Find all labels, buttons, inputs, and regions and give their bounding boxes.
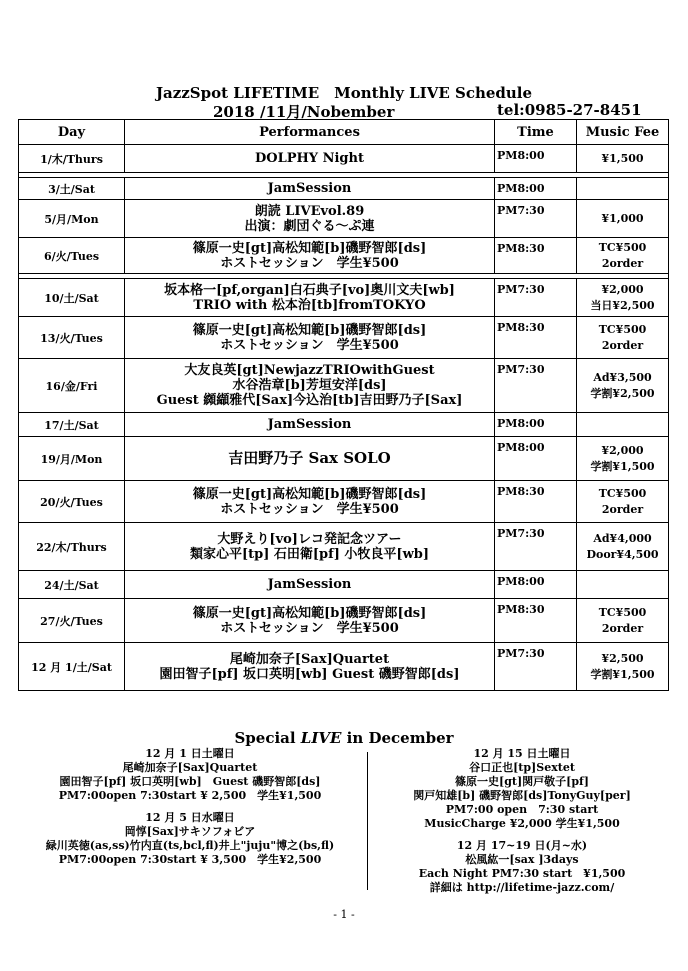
cell-day: 22/木/Thurs <box>19 523 125 571</box>
column-header-performances: Performances <box>125 120 495 145</box>
performance-line: 大友良英[gt]NewjazzTRIOwithGuest <box>184 363 435 378</box>
performance-line: 篠原一史[gt]高松知範[b]磯野智郎[ds] <box>192 322 427 338</box>
fee-line: TC¥500 <box>598 240 647 254</box>
cell-day: 16/金/Fri <box>19 359 125 413</box>
performance-line: 篠原一史[gt]高松知範[b]磯野智郎[ds] <box>192 240 427 256</box>
cell-fee <box>577 481 669 523</box>
cell-performance <box>125 238 495 274</box>
cell-day: 1/木/Thurs <box>19 145 125 173</box>
page-number: - 1 - <box>333 908 355 921</box>
cell-fee <box>577 523 669 571</box>
cell-time: PM8:30 <box>495 317 577 359</box>
performance-line: 水谷浩章[b]芳垣安洋[ds] <box>232 378 387 393</box>
cell-fee <box>577 599 669 643</box>
month-label: 2018 /11月/Nobember <box>213 103 395 121</box>
table-row <box>19 413 669 437</box>
fee-line: ¥2,000 <box>601 282 644 296</box>
table-row <box>19 317 669 359</box>
cell-performance <box>125 523 495 571</box>
performance-line: Guest 纐纈雅代[Sax]今込治[tb]吉田野乃子[Sax] <box>156 393 463 408</box>
cell-time: PM8:30 <box>495 599 577 643</box>
performance-line: 坂本格一[pf,organ]白石典子[vo]奥川文夫[wb] <box>164 282 455 298</box>
table-row <box>19 481 669 523</box>
fee-line: 当日¥2,500 <box>590 298 655 312</box>
performance-line: 朗読 LIVEvol.89 <box>254 203 365 219</box>
performance-line: JamSession <box>267 577 352 592</box>
table-row <box>19 200 669 238</box>
performance-line: 尾崎加奈子[Sax]Quartet <box>229 651 390 667</box>
table-row <box>19 145 669 173</box>
cell-performance <box>125 279 495 317</box>
special-title-post: in December <box>341 729 454 747</box>
column-header-day: Day <box>19 120 125 145</box>
cell-performance <box>125 359 495 413</box>
special-events-left <box>20 747 360 875</box>
special-event-line: PM7:00 open 7:30 start <box>445 803 599 816</box>
fee-line: ¥2,000 <box>601 443 644 457</box>
cell-performance <box>125 437 495 481</box>
cell-performance <box>125 571 495 599</box>
cell-fee <box>577 643 669 691</box>
special-event-line: 関戸知雄[b] 磯野智郎[ds]TonyGuy[per] <box>413 789 631 802</box>
fee-line: ¥1,000 <box>601 211 644 225</box>
cell-fee <box>577 238 669 274</box>
column-divider <box>367 752 368 890</box>
fee-line: Door¥4,500 <box>586 547 659 561</box>
cell-time: PM7:30 <box>495 643 577 691</box>
cell-performance <box>125 599 495 643</box>
special-event-date: 12 月 15 日土曜日 <box>473 747 571 760</box>
cell-time: PM8:30 <box>495 481 577 523</box>
cell-time: PM8:00 <box>495 437 577 481</box>
special-event-date: 12 月 5 日水曜日 <box>145 811 235 824</box>
cell-day: 27/火/Tues <box>19 599 125 643</box>
cell-day: 3/土/Sat <box>19 178 125 200</box>
table-row <box>19 643 669 691</box>
cell-fee <box>577 178 669 200</box>
fee-line: 学割¥1,500 <box>590 459 655 473</box>
special-event-line: 尾崎加奈子[Sax]Quartet <box>122 761 258 774</box>
cell-time: PM8:00 <box>495 571 577 599</box>
fee-line: 2order <box>601 338 644 352</box>
table-header-row <box>19 120 669 145</box>
cell-time: PM7:30 <box>495 200 577 238</box>
fee-line: 2order <box>601 502 644 516</box>
special-event-date: 12 月 1 日土曜日 <box>145 747 235 760</box>
cell-fee <box>577 200 669 238</box>
phone-number: tel:0985-27-8451 <box>497 101 642 119</box>
cell-fee <box>577 359 669 413</box>
special-event-line: 岡惇[Sax]サキソフォビア <box>124 825 256 838</box>
special-event-line: 緑川英徳(as,ss)竹内直(ts,bcl,fl)井上"juju"博之(bs,fl) <box>45 839 335 852</box>
special-event-line: PM7:00open 7:30start ¥ 3,500 学生¥2,500 <box>58 853 322 866</box>
performance-line: DOLPHY Night <box>255 151 364 166</box>
cell-time: PM8:00 <box>495 413 577 437</box>
fee-line: TC¥500 <box>598 322 647 336</box>
table-row <box>19 523 669 571</box>
cell-performance <box>125 200 495 238</box>
cell-day: 5/月/Mon <box>19 200 125 238</box>
column-header-time: Time <box>495 120 577 145</box>
cell-time: PM7:30 <box>495 279 577 317</box>
cell-performance <box>125 145 495 173</box>
special-title-pre: Special <box>234 729 301 747</box>
table-row <box>19 437 669 481</box>
schedule-body <box>19 145 669 691</box>
special-event-line: Each Night PM7:30 start ¥1,500 <box>418 867 626 880</box>
performance-line: 吉田野乃子 Sax SOLO <box>228 449 391 467</box>
cell-performance <box>125 481 495 523</box>
cell-day: 13/火/Tues <box>19 317 125 359</box>
cell-performance <box>125 413 495 437</box>
cell-performance <box>125 178 495 200</box>
fee-line: ¥1,500 <box>601 151 644 165</box>
cell-fee <box>577 413 669 437</box>
special-title-live: LIVE <box>300 729 342 747</box>
cell-fee <box>577 571 669 599</box>
cell-day: 20/火/Tues <box>19 481 125 523</box>
performance-line: JamSession <box>267 181 352 196</box>
fee-line: 2order <box>601 256 644 270</box>
performance-line: 出演：劇団ぐる～ぷ連 <box>244 218 375 234</box>
fee-line: TC¥500 <box>598 486 647 500</box>
performance-line: 類家心平[tp] 石田衛[pf] 小牧良平[wb] <box>189 546 429 562</box>
cell-time: PM8:00 <box>495 178 577 200</box>
fee-line: TC¥500 <box>598 605 647 619</box>
cell-day: 19/月/Mon <box>19 437 125 481</box>
special-event-line: MusicCharge ¥2,000 学生¥1,500 <box>424 817 620 830</box>
special-event-line: 篠原一史[gt]関戸敬子[pf] <box>454 775 589 788</box>
table-row <box>19 178 669 200</box>
performance-line: TRIO with 松本治[tb]fromTOKYO <box>193 297 426 313</box>
performance-line: 大野えり[vo]レコ発記念ツアー <box>217 531 402 547</box>
cell-performance <box>125 317 495 359</box>
special-event-line: 松風紘一[sax ]3days <box>465 853 579 866</box>
fee-line: Ad¥3,500 <box>593 370 652 384</box>
cell-time: PM8:00 <box>495 145 577 173</box>
cell-time: PM7:30 <box>495 359 577 413</box>
special-event <box>372 839 672 895</box>
cell-performance <box>125 643 495 691</box>
cell-day: 17/土/Sat <box>19 413 125 437</box>
performance-line: ホストセッション 学生¥500 <box>220 620 399 636</box>
special-events-right <box>372 747 672 903</box>
cell-fee <box>577 437 669 481</box>
special-event-line: 園田智子[pf] 坂口英明[wb] Guest 磯野智郎[ds] <box>59 775 321 788</box>
special-event <box>20 811 360 867</box>
table-row <box>19 238 669 274</box>
table-row <box>19 599 669 643</box>
schedule-table <box>18 119 669 691</box>
fee-line: 学割¥2,500 <box>590 386 655 400</box>
performance-line: ホストセッション 学生¥500 <box>220 337 399 353</box>
performance-line: 篠原一史[gt]高松知範[b]磯野智郎[ds] <box>192 605 427 621</box>
cell-day: 12 月 1/土/Sat <box>19 643 125 691</box>
column-header-fee: Music Fee <box>577 120 669 145</box>
performance-line: 篠原一史[gt]高松知範[b]磯野智郎[ds] <box>192 486 427 502</box>
cell-time: PM7:30 <box>495 523 577 571</box>
performance-line: JamSession <box>267 417 352 432</box>
table-row <box>19 571 669 599</box>
fee-line: ¥2,500 <box>601 651 644 665</box>
special-live-title <box>0 729 688 747</box>
special-event-line: 谷口正也[tp]Sextet <box>469 761 575 774</box>
performance-line: 園田智子[pf] 坂口英明[wb] Guest 磯野智郎[ds] <box>159 666 460 682</box>
cell-fee <box>577 279 669 317</box>
table-row <box>19 359 669 413</box>
special-event-line: 詳細は http://lifetime-jazz.com/ <box>429 881 615 894</box>
performance-line: ホストセッション 学生¥500 <box>220 255 399 271</box>
cell-time: PM8:30 <box>495 238 577 274</box>
cell-day: 24/土/Sat <box>19 571 125 599</box>
fee-line: Ad¥4,000 <box>593 531 652 545</box>
special-event <box>372 747 672 831</box>
special-event-line: PM7:00open 7:30start ¥ 2,500 学生¥1,500 <box>58 789 322 802</box>
special-event <box>20 747 360 803</box>
cell-day: 10/土/Sat <box>19 279 125 317</box>
page-title: JazzSpot LIFETIME Monthly LIVE Schedule <box>155 84 533 102</box>
special-event-date: 12 月 17~19 日(月~水) <box>456 839 588 852</box>
table-row <box>19 279 669 317</box>
performance-line: ホストセッション 学生¥500 <box>220 501 399 517</box>
cell-fee <box>577 145 669 173</box>
cell-fee <box>577 317 669 359</box>
fee-line: 2order <box>601 621 644 635</box>
fee-line: 学割¥1,500 <box>590 667 655 681</box>
cell-day: 6/火/Tues <box>19 238 125 274</box>
